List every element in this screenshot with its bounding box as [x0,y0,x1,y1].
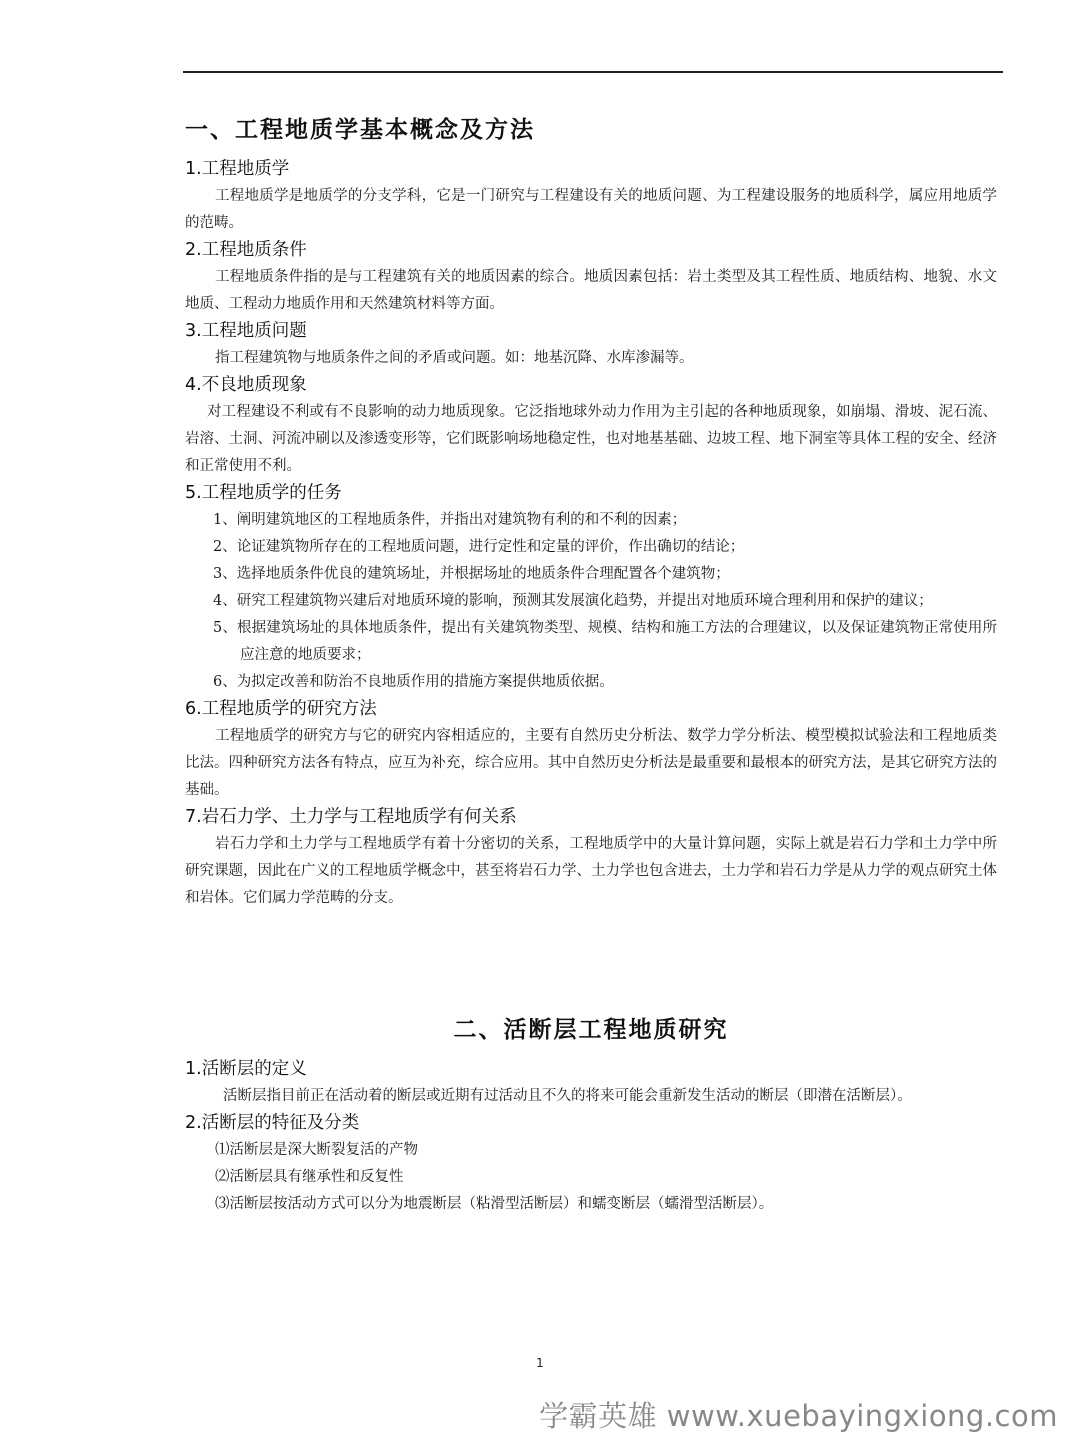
list-item: 2、论证建筑物所存在的工程地质问题，进行定性和定量的评价，作出确切的结论； [213,539,745,555]
heading-1-1: 1.工程地质学 [185,159,290,179]
section-1-title: 一、工程地质学基本概念及方法 [185,117,535,143]
list-item: ⑵活断层具有继承性和反复性 [215,1169,404,1185]
paragraph-1-3: 指工程建筑物与地质条件之间的矛盾或问题。如：地基沉降、水库渗漏等。 [215,350,694,366]
document-body [185,112,997,1218]
watermark: 学霸英雄 www.xuebayingxiong.com [539,1399,1058,1433]
heading-1-5: 5.工程地质学的任务 [185,483,342,503]
paragraph-1-1: 工程地质学是地质学的分支学科，它是一门研究与工程建设有关的地质问题、为工程建设服务的地质科学，属应用地质学的范畴。 [185,188,997,231]
section-2-title: 二、活断层工程地质研究 [453,1017,729,1043]
list-item: 6、为拟定改善和防治不良地质作用的措施方案提供地质依据。 [213,674,614,690]
paragraph-1-2: 工程地质条件指的是与工程建筑有关的地质因素的综合。地质因素包括：岩土类型及其工程性质、地质结构、地貌、水文地质、工程动力地质作用和天然建筑材料等方面。 [185,269,997,312]
heading-1-3: 3.工程地质问题 [185,321,307,341]
list-item: ⑴活断层是深大断裂复活的产物 [215,1142,418,1158]
list-item: 4、研究工程建筑物兴建后对地质环境的影响，预测其发展演化趋势，并提出对地质环境合理利用和保护的建议； [213,593,933,609]
paragraph-2-1: 活断层指目前正在活动着的断层或近期有过活动且不久的将来可能会重新发生活动的断层（即潜在活断层）。 [223,1088,912,1104]
heading-1-7: 7.岩石力学、土力学与工程地质学有何关系 [185,807,517,827]
heading-1-4: 4.不良地质现象 [185,375,307,395]
list-item: ⑶活断层按活动方式可以分为地震断层（粘滑型活断层）和蠕变断层（蠕滑型活断层）。 [215,1196,774,1212]
heading-1-2: 2.工程地质条件 [185,240,307,260]
paragraph-1-7: 岩石力学和土力学与工程地质学有着十分密切的关系，工程地质学中的大量计算问题，实际上就是岩石力学和土力学中所研究课题，因此在广义的工程地质学概念中，甚至将岩石力学、土力学也包含进去，土力学和岩石力学是从力学的观点研究土体和岩体。它们属力学范畴的分支。 [185,836,997,906]
heading-2-1: 1.活断层的定义 [185,1059,307,1079]
section-gap [185,912,997,1012]
header-rule [183,71,1003,73]
page-number: 1 [536,1356,544,1370]
heading-1-6: 6.工程地质学的研究方法 [185,699,377,719]
list-item: 3、选择地质条件优良的建筑场址，并根据场址的地质条件合理配置各个建筑物； [213,566,730,582]
list-item: 5、根据建筑场址的具体地质条件，提出有关建筑物类型、规模、结构和施工方法的合理建议，以及保证建筑物正常使用所应注意的地质要求； [213,620,997,663]
heading-2-2: 2.活断层的特征及分类 [185,1113,360,1133]
features-list [185,1137,997,1218]
list-item: 1、阐明建筑地区的工程地质条件，并指出对建筑物有利的和不利的因素； [213,512,687,528]
tasks-list [185,507,997,696]
paragraph-1-6: 工程地质学的研究方与它的研究内容相适应的，主要有自然历史分析法、数学力学分析法、模型模拟试验法和工程地质类比法。四种研究方法各有特点，应互为补充，综合应用。其中自然历史分析法是最重要和最根本的研究方法，是其它研究方法的基础。 [185,728,997,798]
paragraph-1-4: 对工程建设不利或有不良影响的动力地质现象。它泛指地球外动力作用为主引起的各种地质现象，如崩塌、滑坡、泥石流、岩溶、土洞、河流冲刷以及渗透变形等，它们既影响场地稳定性，也对地基基础、边坡工程、地下洞室等具体工程的安全、经济和正常使用不利。 [185,404,997,474]
